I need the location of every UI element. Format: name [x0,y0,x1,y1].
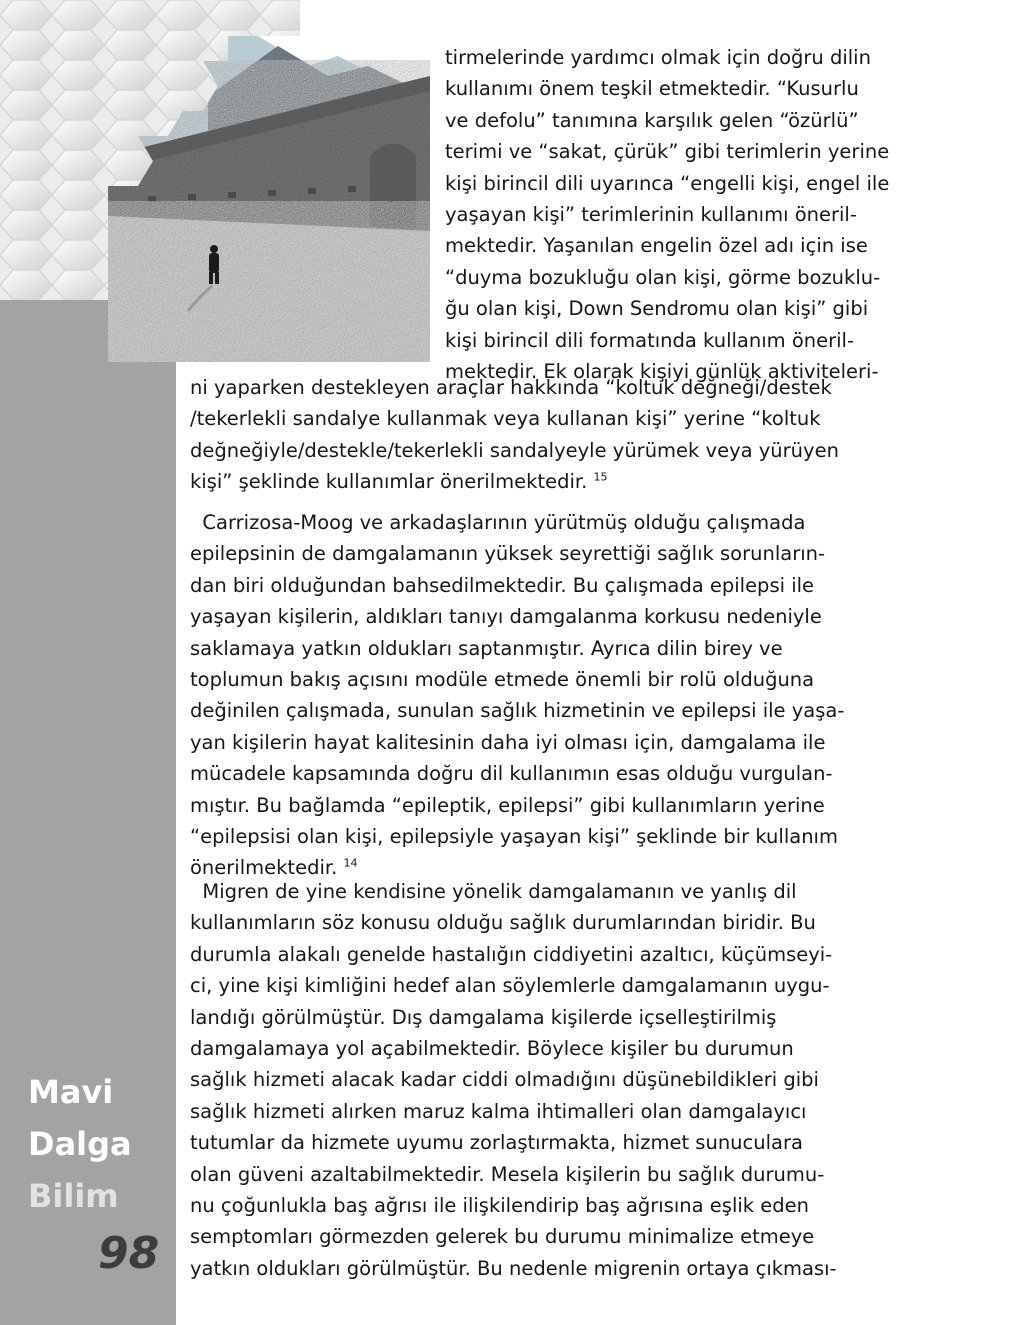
text-line: kişi birincil dili uyarınca “engelli kişi, engel ile [445,171,890,195]
text-line: yaşayan kişi” terimlerinin kullanımı öneril- [445,203,857,227]
text-line: değneğiyle/destekle/tekerlekli sandalyeyle yürümek veya yürüyen [190,438,839,462]
text-line: tirmelerinde yardımcı olmak için doğru dilin [445,46,871,69]
text-line: yatkın oldukları görülmüştür. Bu nedenle migrenin ortaya çıkması- [190,1256,837,1280]
text-line: “epilepsisi olan kişi, epilepsiyle yaşayan kişi” şeklinde bir kullanım [190,825,838,849]
text-line: ci, yine kişi kimliğini hedef alan söylemlerle damgalamanın uygu- [190,974,830,998]
page-number: 98 [98,1228,160,1279]
text-line: yaşayan kişilerin, aldıkları tanıyı damgalanma korkusu nedeniyle [190,605,822,629]
text-line-with-footnote [190,466,839,497]
text-line: mücadele kapsamında doğru dil kullanımın esas olduğu vurgulan- [190,762,833,786]
magazine-brand [28,1066,178,1222]
paragraph-2 [190,507,844,884]
text-line: mıştır. Bu bağlamda “epileptik, epilepsi” gibi kullanımların yerine [190,793,825,817]
text-line: terimi ve “sakat, çürük” gibi terimlerin yerine [445,140,890,164]
text-line: nu çoğunlukla baş ağrısı ile ilişkilendirip baş ağrısına eşlik eden [190,1194,810,1218]
text-line: epilepsinin de damgalamanın yüksek seyrettiği sağlık sorunların- [190,542,826,566]
text-line: kişi birincil dili formatında kullanım öneril- [445,328,855,352]
text-line: kullanımı önem teşkil etmektedir. “Kusurlu [445,77,859,101]
footnote-ref: 14 [343,856,358,870]
text-line: damgalamaya yol açabilmektedir. Böylece kişiler bu durumun [190,1037,794,1061]
text-line: toplumun bakış açısını modüle etmede önemli bir rolü olduğuna [190,668,815,692]
brand-word-bilim: Bilim [28,1177,119,1215]
paragraph-1-narrow [445,42,889,387]
text-line: saklamaya yatkın oldukları saptanmıştır. Ayrıca dilin birey ve [190,636,783,660]
footnote-ref: 15 [593,470,608,484]
text-line: mektedir. Ek olarak kişiyi günlük aktiviteleri- [445,360,879,384]
brand-word-mavi: Mavi [28,1073,114,1111]
text-line: olan güveni azaltabilmektedir. Mesela kişilerin bu sağlık durumu- [190,1162,825,1186]
illustration-figure-in-snow [108,36,430,362]
text-line: yan kişilerin hayat kalitesinin daha iyi olması için, damgalama ile [190,730,826,754]
illustration-svg [108,36,430,362]
text-line: Migren de yine kendisine yönelik damgalamanın ve yanlış dil [190,880,797,903]
text-line: kişi” şeklinde kullanımlar önerilmektedir. [190,470,588,494]
text-line: sağlık hizmeti alacak kadar ciddi olmadığını düşünebildikleri gibi [190,1068,819,1092]
text-line: tutumlar da hizmete uyumu zorlaştırmakta, hizmet sunuculara [190,1131,803,1155]
paragraph-3 [190,876,837,1284]
text-line: durumla alakalı genelde hastalığın ciddiyetini azaltıcı, küçümseyi- [190,942,833,966]
text-line: dan biri olduğundan bahsedilmektedir. Bu çalışmada epilepsi ile [190,573,815,597]
text-line: değinilen çalışmada, sunulan sağlık hizmetinin ve epilepsi ile yaşa- [190,699,845,723]
text-line: önerilmektedir. [190,856,338,880]
text-line: ve defolu” tanımına karşılık gelen “özürlü” [445,108,859,132]
text-line: kullanımların söz konusu olduğu sağlık durumlarından biridir. Bu [190,911,816,935]
text-line: Carrizosa-Moog ve arkadaşlarının yürütmüş olduğu çalışmada [190,511,806,534]
text-line: mektedir. Yaşanılan engelin özel adı için ise [445,234,868,258]
text-line: semptomları görmezden gelerek bu durumu minimalize etmeye [190,1225,815,1249]
text-line: “duyma bozukluğu olan kişi, görme bozuklu- [445,265,881,289]
text-line: /tekerlekli sandalye kullanmak veya kullanan kişi” yerine “koltuk [190,407,821,431]
text-line: ğu olan kişi, Down Sendromu olan kişi” gibi [445,297,869,321]
text-line: sağlık hizmeti alırken maruz kalma ihtimalleri olan damgalayıcı [190,1099,807,1123]
text-line: landığı görülmüştür. Dış damgalama kişilerde içselleştirilmiş [190,1005,777,1029]
brand-word-dalga: Dalga [28,1125,132,1163]
text-line: ni yaparken destekleyen araçlar hakkında “koltuk değneği/destek [190,376,832,399]
paragraph-1-wide [190,372,839,498]
